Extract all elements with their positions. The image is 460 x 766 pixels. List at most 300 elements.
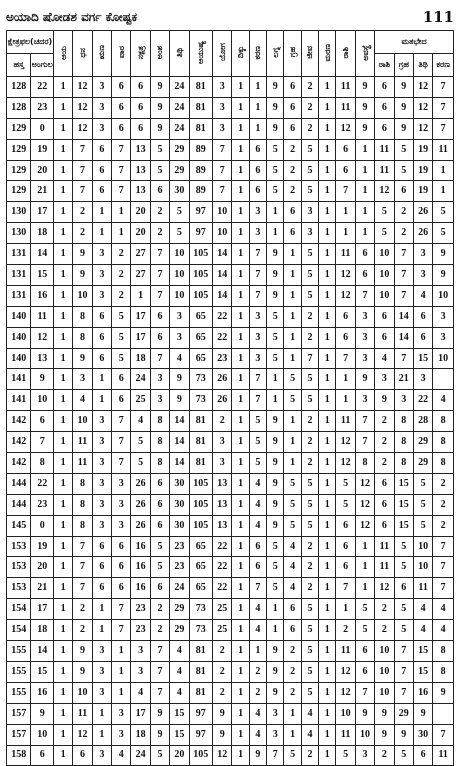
table-cell: 7 [112, 432, 131, 453]
table-cell: 5 [413, 515, 432, 536]
table-cell: 1 [112, 641, 131, 662]
table-cell: 73 [189, 369, 212, 390]
table-cell: 10 [73, 285, 92, 306]
table-cell: 1 [92, 202, 111, 223]
table-cell: 10 [31, 390, 53, 411]
table-cell: 1 [267, 599, 284, 620]
table-cell: 7 [336, 181, 355, 202]
table-cell: 14 [213, 285, 232, 306]
table-cell: 5 [150, 557, 169, 578]
table-cell: 9 [267, 285, 284, 306]
table-cell: 6 [284, 118, 301, 139]
table-cell: 25 [131, 390, 150, 411]
table-cell: 25 [213, 620, 232, 641]
table-cell: 65 [189, 306, 212, 327]
table-cell: 8 [355, 453, 374, 474]
table-cell: 12 [213, 745, 232, 766]
table-cell: 1 [319, 515, 336, 536]
table-cell: 155 [7, 641, 31, 662]
table-cell: 3 [92, 682, 111, 703]
table-cell: 1 [319, 118, 336, 139]
table-cell: 2 [284, 139, 301, 160]
table-cell: 21 [31, 578, 53, 599]
table-cell: 19 [31, 536, 53, 557]
table-cell: 7 [249, 265, 266, 286]
table-cell: 10 [413, 536, 432, 557]
table-cell: 7 [112, 160, 131, 181]
table-cell: 142 [7, 432, 31, 453]
table-cell: 21 [31, 181, 53, 202]
table-cell: 7 [433, 97, 454, 118]
table-cell: 5 [301, 661, 318, 682]
table-cell: 6 [355, 244, 374, 265]
table-cell: 97 [189, 223, 212, 244]
table-cell: 1 [319, 223, 336, 244]
table-cell: 5 [394, 160, 413, 181]
table-cell: 13 [131, 160, 150, 181]
table-row [7, 682, 454, 703]
table-cell: 30 [170, 181, 189, 202]
table-cell: 131 [7, 244, 31, 265]
table-cell: 5 [394, 599, 413, 620]
table-cell: 5 [301, 369, 318, 390]
table-cell: 2 [433, 473, 454, 494]
table-cell: 4 [73, 390, 92, 411]
table-cell: 105 [189, 285, 212, 306]
table-cell: 11 [433, 745, 454, 766]
table-cell: 81 [189, 641, 212, 662]
table-cell: 5 [150, 536, 169, 557]
table-cell: 1 [53, 432, 72, 453]
table-cell: 7 [394, 348, 413, 369]
table-cell: 73 [189, 599, 212, 620]
table-cell: 7 [394, 682, 413, 703]
table-cell: 1 [232, 160, 249, 181]
table-cell: 17 [31, 599, 53, 620]
table-cell: 8 [433, 411, 454, 432]
table-cell: 14 [394, 327, 413, 348]
table-cell: 1 [232, 641, 249, 662]
table-cell: 6 [112, 390, 131, 411]
table-cell: 2 [301, 327, 318, 348]
table-cell: 145 [7, 515, 31, 536]
table-cell: 6 [375, 515, 394, 536]
table-cell: 14 [213, 244, 232, 265]
table-cell: 12 [31, 327, 53, 348]
table-cell: 1 [319, 306, 336, 327]
table-cell: 11 [73, 703, 92, 724]
table-cell: 1 [232, 139, 249, 160]
table-cell: 15 [413, 348, 432, 369]
table-cell: 17 [131, 327, 150, 348]
table-cell: 5 [301, 160, 318, 181]
table-cell: 6 [355, 641, 374, 662]
table-cell: 23 [31, 494, 53, 515]
mismatch-group-header: ಮತಭೇದ [375, 31, 454, 54]
table-cell: 3 [413, 369, 432, 390]
table-cell: 8 [150, 453, 169, 474]
table-cell: 1 [53, 223, 72, 244]
table-cell: 7 [394, 641, 413, 662]
header-row-1 [7, 31, 454, 54]
table-cell: 3 [92, 97, 111, 118]
table-cell: 1 [319, 202, 336, 223]
table-cell: 1 [232, 77, 249, 98]
table-cell: 2 [284, 682, 301, 703]
table-cell: 81 [189, 77, 212, 98]
table-cell: 81 [189, 682, 212, 703]
table-cell: 1 [284, 306, 301, 327]
table-cell: 1 [319, 536, 336, 557]
table-cell: 5 [112, 306, 131, 327]
mismatch-col-header: ಕರಣ [433, 54, 454, 77]
table-cell: 26 [213, 369, 232, 390]
table-cell: 5 [394, 536, 413, 557]
table-cell: 28 [413, 411, 432, 432]
table-cell: 2 [375, 453, 394, 474]
table-cell: 4 [170, 682, 189, 703]
table-cell: 12 [73, 77, 92, 98]
table-cell: 16 [131, 557, 150, 578]
table-cell: 9 [355, 369, 374, 390]
table-cell: 3 [92, 473, 111, 494]
table-cell: 5 [355, 599, 374, 620]
table-cell: 10 [375, 641, 394, 662]
table-cell: 4 [433, 390, 454, 411]
table-cell: 73 [189, 620, 212, 641]
col-header: ರಾಶಿ [336, 31, 355, 77]
table-cell: 2 [301, 432, 318, 453]
table-cell: 4 [433, 599, 454, 620]
table-cell: 1 [232, 97, 249, 118]
table-cell: 141 [7, 369, 31, 390]
table-cell: 6 [112, 557, 131, 578]
table-row [7, 348, 454, 369]
col-header: ಗ್ರಹ [284, 31, 301, 77]
table-cell: 1 [53, 244, 72, 265]
table-cell: 2 [301, 557, 318, 578]
table-cell: 1 [249, 118, 266, 139]
table-cell: 6 [249, 139, 266, 160]
table-cell: 1 [284, 453, 301, 474]
table-cell: 18 [31, 223, 53, 244]
table-cell: 6 [413, 745, 432, 766]
table-cell: 2 [375, 599, 394, 620]
table-cell: 7 [433, 118, 454, 139]
table-cell: 3 [92, 77, 111, 98]
table-cell: 5 [249, 453, 266, 474]
table-cell: 1 [232, 724, 249, 745]
table-cell: 8 [150, 432, 169, 453]
table-cell: 1 [319, 432, 336, 453]
table-cell: 7 [150, 244, 169, 265]
table-cell: 29 [170, 620, 189, 641]
table-row [7, 724, 454, 745]
table-cell: 1 [355, 139, 374, 160]
table-cell: 1 [53, 285, 72, 306]
table-cell: 1 [53, 181, 72, 202]
table-cell: 9 [170, 390, 189, 411]
table-cell: 2 [433, 494, 454, 515]
table-cell: 8 [394, 411, 413, 432]
table-cell: 24 [170, 578, 189, 599]
table-row [7, 515, 454, 536]
table-cell: 1 [232, 453, 249, 474]
table-cell: 81 [189, 453, 212, 474]
table-cell: 154 [7, 599, 31, 620]
table-cell: 6 [150, 473, 169, 494]
table-cell: 2 [284, 181, 301, 202]
table-cell: 9 [150, 724, 169, 745]
table-cell: 1 [355, 536, 374, 557]
table-cell: 9 [267, 77, 284, 98]
table-cell: 7 [394, 244, 413, 265]
table-cell: 9 [150, 118, 169, 139]
table-cell: 15 [413, 641, 432, 662]
table-cell: 3 [170, 327, 189, 348]
table-cell: 1 [355, 160, 374, 181]
table-cell: 22 [31, 473, 53, 494]
table-cell: 9 [31, 703, 53, 724]
table-cell: 6 [112, 536, 131, 557]
table-cell: 6 [284, 97, 301, 118]
table-cell: 1 [336, 390, 355, 411]
table-cell: 6 [249, 160, 266, 181]
table-cell: 1 [319, 160, 336, 181]
table-cell: 105 [189, 265, 212, 286]
table-cell: 5 [301, 473, 318, 494]
table-cell: 2 [375, 745, 394, 766]
table-cell: 5 [301, 181, 318, 202]
table-cell: 6 [413, 327, 432, 348]
table-cell: 157 [7, 703, 31, 724]
table-cell: 4 [131, 682, 150, 703]
table-cell: 7 [213, 160, 232, 181]
table-cell: 153 [7, 536, 31, 557]
table-cell: 2 [150, 599, 169, 620]
table-cell: 1 [319, 244, 336, 265]
table-cell: 3 [92, 244, 111, 265]
table-cell: 1 [284, 265, 301, 286]
table-row [7, 494, 454, 515]
table-cell: 5 [394, 139, 413, 160]
table-cell: 1 [355, 223, 374, 244]
table-cell: 15 [31, 661, 53, 682]
table-cell: 9 [73, 244, 92, 265]
table-cell: 4 [301, 724, 318, 745]
table-cell: 22 [213, 557, 232, 578]
table-cell: 5 [267, 139, 284, 160]
table-cell: 14 [213, 265, 232, 286]
table-cell: 20 [131, 223, 150, 244]
table-cell: 8 [433, 432, 454, 453]
table-cell: 2 [73, 599, 92, 620]
table-cell: 9 [267, 118, 284, 139]
table-cell: 3 [213, 97, 232, 118]
table-cell: 22 [213, 327, 232, 348]
table-cell: 2 [375, 411, 394, 432]
table-cell: 7 [249, 244, 266, 265]
table-cell: 1 [284, 724, 301, 745]
table-cell: 3 [92, 411, 111, 432]
table-cell: 7 [150, 265, 169, 286]
table-cell: 11 [375, 139, 394, 160]
col-header: ಕರಣ [249, 31, 266, 77]
table-row [7, 77, 454, 98]
table-cell: 1 [232, 390, 249, 411]
table-cell: 10 [170, 244, 189, 265]
table-cell: 105 [189, 473, 212, 494]
table-cell: 2 [394, 223, 413, 244]
table-cell: 23 [213, 348, 232, 369]
table-cell: 1 [232, 682, 249, 703]
col-header: ವಾರ [112, 31, 131, 77]
table-cell: 4 [170, 348, 189, 369]
table-cell: 1 [92, 703, 111, 724]
table-cell: 9 [267, 432, 284, 453]
table-cell: 4 [413, 620, 432, 641]
table-cell: 9 [355, 703, 374, 724]
table-cell: 1 [112, 202, 131, 223]
table-cell: 7 [112, 599, 131, 620]
table-cell: 5 [301, 139, 318, 160]
table-cell: 3 [92, 285, 111, 306]
table-cell: 6 [131, 118, 150, 139]
table-cell: 5 [284, 473, 301, 494]
table-cell: 1 [284, 348, 301, 369]
table-cell: 6 [31, 411, 53, 432]
table-cell: 1 [53, 661, 72, 682]
table-cell: 1 [53, 536, 72, 557]
table-cell: 7 [336, 348, 355, 369]
table-cell: 1 [249, 641, 266, 662]
table-cell: 1 [53, 473, 72, 494]
table-cell: 16 [131, 578, 150, 599]
table-cell: 1 [232, 703, 249, 724]
table-cell: 10 [413, 557, 432, 578]
table-cell: 4 [301, 703, 318, 724]
table-cell: 14 [170, 411, 189, 432]
table-cell: 1 [53, 139, 72, 160]
table-cell: 5 [112, 327, 131, 348]
table-cell: 8 [73, 306, 92, 327]
table-cell: 1 [355, 202, 374, 223]
table-cell: 2 [301, 745, 318, 766]
table-row [7, 620, 454, 641]
table-cell: 6 [336, 327, 355, 348]
table-cell: 1 [232, 244, 249, 265]
table-cell: 157 [7, 724, 31, 745]
table-cell: 3 [170, 306, 189, 327]
table-cell: 2 [375, 432, 394, 453]
table-cell: 7 [150, 661, 169, 682]
table-cell: 5 [284, 369, 301, 390]
col-header: ತಿಥಿ [170, 31, 189, 77]
table-cell: 4 [112, 745, 131, 766]
table-cell: 7 [150, 285, 169, 306]
table-cell: 5 [267, 536, 284, 557]
table-cell: 154 [7, 620, 31, 641]
table-cell: 17 [131, 306, 150, 327]
table-cell: 5 [284, 515, 301, 536]
table-cell: 7 [249, 369, 266, 390]
table-cell: 65 [189, 327, 212, 348]
table-cell: 20 [31, 160, 53, 181]
table-cell: 6 [92, 578, 111, 599]
table-cell: 6 [375, 118, 394, 139]
table-cell: 9 [355, 97, 374, 118]
table-cell: 129 [7, 139, 31, 160]
table-cell: 8 [31, 453, 53, 474]
mismatch-col-header: ಗ್ರಹ [394, 54, 413, 77]
table-cell: 6 [284, 77, 301, 98]
table-cell: 20 [31, 557, 53, 578]
table-cell: 5 [301, 494, 318, 515]
table-cell: 1 [53, 348, 72, 369]
table-cell: 1 [53, 641, 72, 662]
table-row [7, 453, 454, 474]
table-cell: 6 [92, 181, 111, 202]
table-cell: 13 [31, 348, 53, 369]
table-cell: 26 [131, 515, 150, 536]
table-cell: 1 [232, 306, 249, 327]
table-cell: 6 [394, 181, 413, 202]
table-cell: 7 [267, 745, 284, 766]
table-cell: 81 [189, 661, 212, 682]
table-cell: 1 [92, 620, 111, 641]
table-cell: 1 [232, 285, 249, 306]
table-cell: 1 [53, 557, 72, 578]
table-cell: 5 [355, 620, 374, 641]
table-cell: 29 [170, 139, 189, 160]
table-cell: 7 [355, 285, 374, 306]
table-cell: 1 [433, 160, 454, 181]
table-row [7, 369, 454, 390]
table-cell: 4 [375, 348, 394, 369]
table-cell: 4 [284, 536, 301, 557]
table-cell: 1 [336, 223, 355, 244]
table-cell: 1 [319, 139, 336, 160]
table-cell: 3 [112, 515, 131, 536]
table-row [7, 97, 454, 118]
table-cell: 4 [249, 599, 266, 620]
table-cell: 1 [53, 390, 72, 411]
table-row [7, 390, 454, 411]
table-row [7, 306, 454, 327]
table-cell: 3 [112, 473, 131, 494]
table-cell: 5 [284, 745, 301, 766]
table-cell: 9 [267, 661, 284, 682]
table-row [7, 160, 454, 181]
table-cell: 6 [249, 557, 266, 578]
table-cell: 6 [336, 306, 355, 327]
table-cell: 1 [267, 390, 284, 411]
table-cell: 5 [301, 285, 318, 306]
table-cell: 6 [336, 515, 355, 536]
table-cell: 6 [375, 327, 394, 348]
table-cell: 1 [319, 453, 336, 474]
table-cell: 2 [112, 285, 131, 306]
table-cell: 13 [213, 473, 232, 494]
table-cell: 1 [336, 599, 355, 620]
table-cell: 105 [189, 244, 212, 265]
table-cell: 4 [249, 703, 266, 724]
table-cell: 6 [150, 327, 169, 348]
table-cell: 12 [355, 494, 374, 515]
table-cell: 2 [284, 160, 301, 181]
table-cell: 9 [150, 77, 169, 98]
table-cell: 4 [249, 620, 266, 641]
